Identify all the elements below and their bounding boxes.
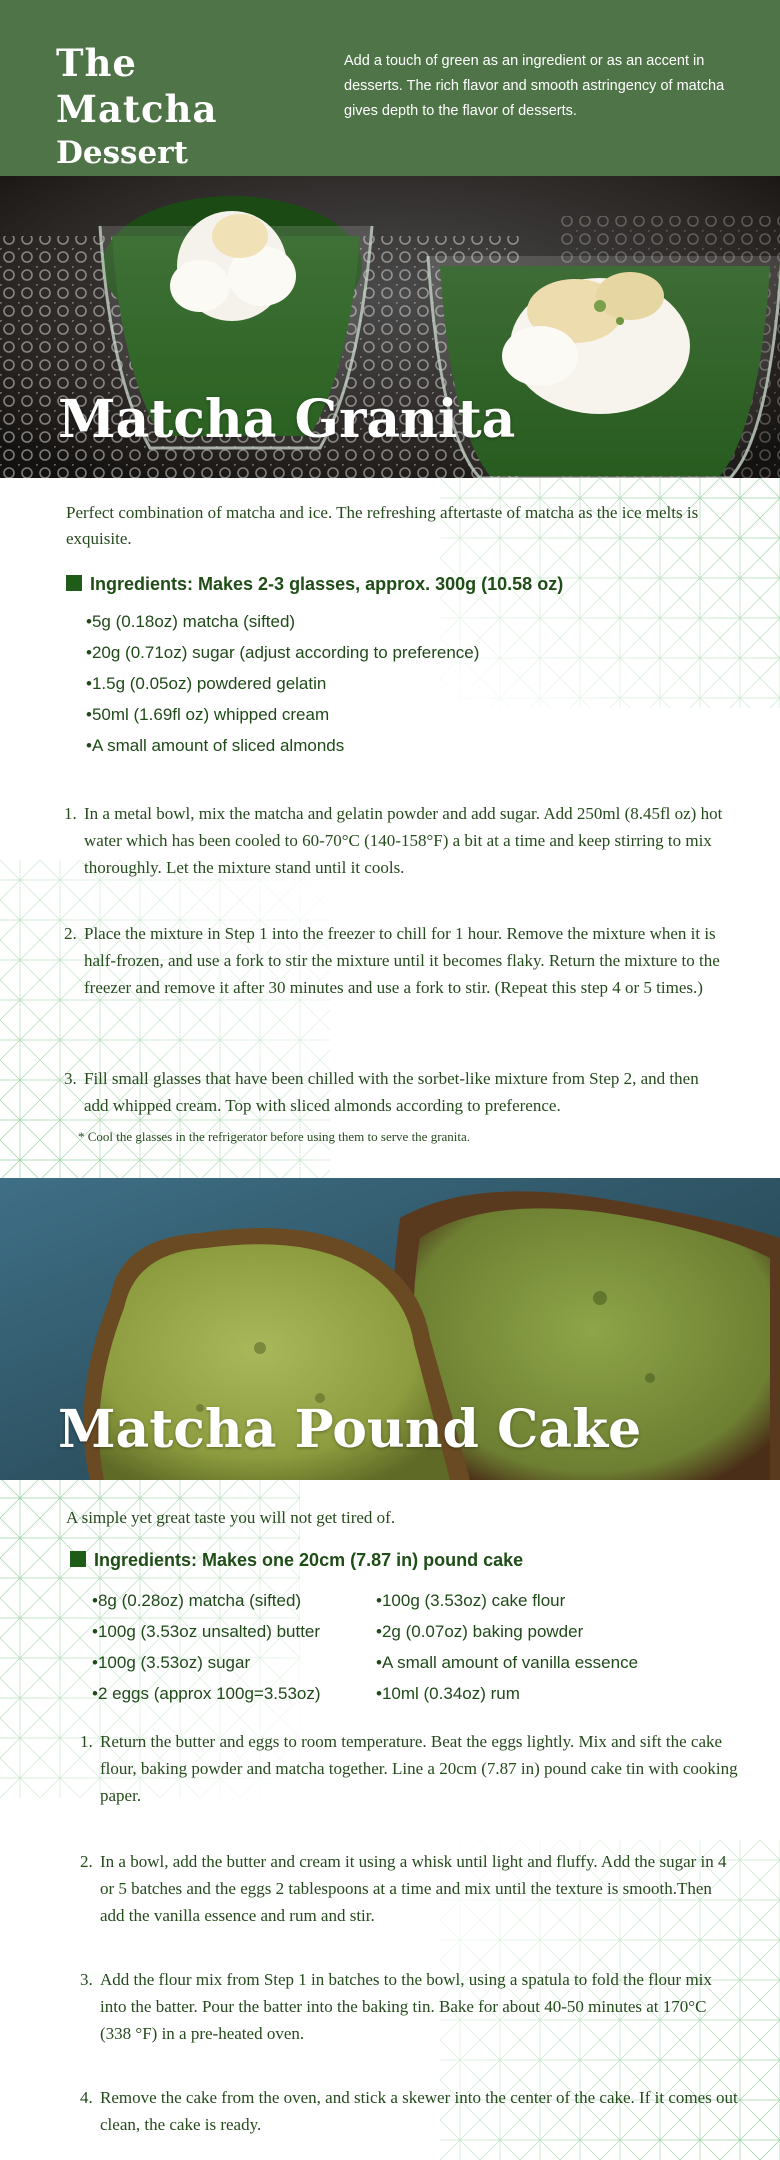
- list-item: •2g (0.07oz) baking powder: [376, 1622, 584, 1641]
- list-item: •A small amount of vanilla essence: [376, 1653, 639, 1672]
- heading-square-icon: [66, 575, 82, 591]
- page-header: [0, 0, 780, 176]
- list-item: •20g (0.71oz) sugar (adjust according to preference): [86, 643, 480, 662]
- pound-cake-step-1: [80, 1728, 740, 1809]
- granita-hero: [0, 176, 780, 478]
- granita-ingredients-heading-text: Ingredients: Makes 2-3 glasses, approx. 300g (10.58 oz): [90, 574, 564, 594]
- step-number: 1.: [64, 804, 77, 823]
- heading-square-icon: [70, 1551, 86, 1567]
- step-number: 2.: [64, 924, 77, 943]
- list-item: •100g (3.53oz unsalted) butter: [92, 1622, 321, 1641]
- pound-cake-ingredients-heading: [70, 1550, 523, 1571]
- step-text: Return the butter and eggs to room temperature. Beat the eggs lightly. Mix and sift the cake flour, baking powder and matcha together. Line a 20cm (7.87 in) pound cake tin with cooking paper.: [100, 1732, 738, 1805]
- pound-cake-ingredients-heading-text: Ingredients: Makes one 20cm (7.87 in) pound cake: [94, 1550, 524, 1570]
- granita-ingredients-list: [86, 606, 479, 761]
- pound-cake-ingredients-left: [92, 1585, 321, 1709]
- step-text: Remove the cake from the oven, and stick a skewer into the center of the cake. If it comes out clean, the cake is ready.: [100, 2088, 738, 2134]
- step-text: In a bowl, add the butter and cream it using a whisk until light and fluffy. Add the sugar in 4 or 5 batches and the eggs 2 tablespoons at a time and mix until the texture is smooth.Then add the vanilla essence and rum and stir.: [100, 1852, 727, 1925]
- list-item: •2 eggs (approx 100g=3.53oz): [92, 1684, 321, 1703]
- pound-cake-hero: [0, 1178, 780, 1480]
- step-number: 3.: [80, 1970, 93, 1989]
- page-title-line1: The Matcha: [56, 41, 218, 131]
- pound-cake-step-3: [80, 1966, 740, 2047]
- granita-description: Perfect combination of matcha and ice. The refreshing aftertaste of matcha as the ice melts is exquisite.: [66, 503, 699, 548]
- list-item: •1.5g (0.05oz) powdered gelatin: [86, 674, 327, 693]
- granita-step-3: [64, 1065, 724, 1119]
- granita-step-2: [64, 920, 724, 1001]
- granita-note: * Cool the glasses in the refrigerator before using them to serve the granita.: [78, 1129, 471, 1144]
- pound-cake-ingredients-right: [376, 1585, 638, 1709]
- list-item: •A small amount of sliced almonds: [86, 736, 345, 755]
- list-item: •100g (3.53oz) cake flour: [376, 1591, 566, 1610]
- pound-cake-step-4: [80, 2084, 740, 2138]
- list-item: •50ml (1.69fl oz) whipped cream: [86, 705, 330, 724]
- list-item: •8g (0.28oz) matcha (sifted): [92, 1591, 302, 1610]
- page-title-line2: Dessert: [56, 135, 188, 171]
- step-number: 3.: [64, 1069, 77, 1088]
- step-text: Fill small glasses that have been chilled with the sorbet-like mixture from Step 2, and then add whipped cream. Top with sliced almonds according to preference.: [84, 1069, 699, 1115]
- step-text: In a metal bowl, mix the matcha and gelatin powder and add sugar. Add 250ml (8.45fl oz) hot water which has been cooled to 60-70°C (140-158°F) a bit at a time and keep stirring to mix thoroughly. Let the mixture stand until it cools.: [84, 804, 723, 877]
- step-number: 1.: [80, 1732, 93, 1751]
- granita-title: Matcha Granita: [58, 389, 516, 450]
- list-item: •100g (3.53oz) sugar: [92, 1653, 251, 1672]
- granita-step-1: [64, 800, 744, 881]
- step-text: Place the mixture in Step 1 into the freezer to chill for 1 hour. Remove the mixture when it is half-frozen, and use a fork to stir the mixture until it becomes flaky. Return the mixture to the freezer and remove it after 30 minutes and use a fork to stir. (Repeat this step 4 or 5 times.): [84, 924, 720, 997]
- list-item: •5g (0.18oz) matcha (sifted): [86, 612, 296, 631]
- page-intro: Add a touch of green as an ingredient or as an accent in desserts. The rich flavor and smooth astringency of matcha gives depth to the flavor of desserts.: [344, 53, 725, 119]
- granita-ingredients-heading: [66, 574, 563, 595]
- pound-cake-step-2: [80, 1848, 740, 1929]
- list-item: •10ml (0.34oz) rum: [376, 1684, 520, 1703]
- step-number: 4.: [80, 2088, 93, 2107]
- pound-cake-title: Matcha Pound Cake: [58, 1399, 642, 1460]
- step-number: 2.: [80, 1852, 93, 1871]
- pound-cake-description: A simple yet great taste you will not get tired of.: [66, 1508, 396, 1527]
- step-text: Add the flour mix from Step 1 in batches to the bowl, using a spatula to fold the flour mix into the batter. Pour the batter into the baking tin. Bake for about 40-50 minutes at 170°C (338 °F) in a pre-heated oven.: [100, 1970, 712, 2043]
